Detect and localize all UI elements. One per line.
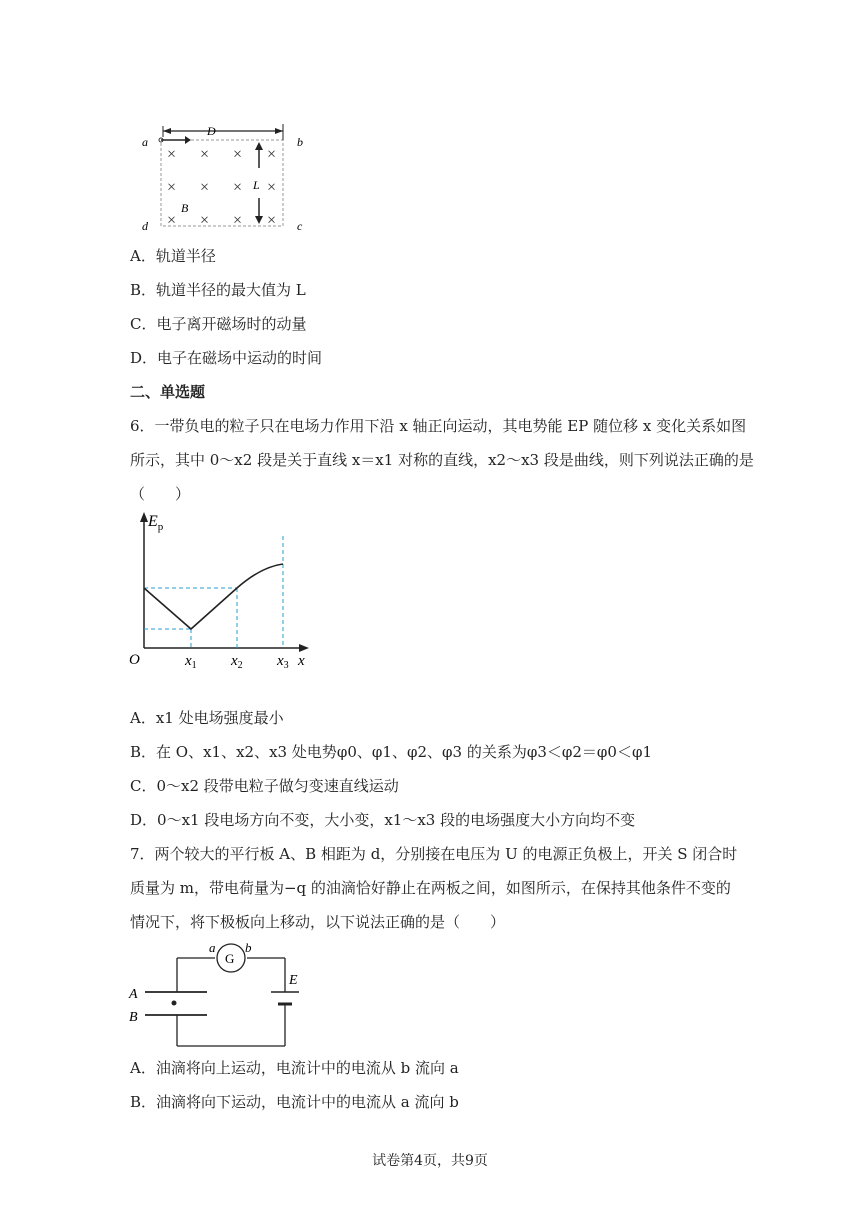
y-axis-label: $E_p$ — [148, 513, 164, 533]
q6-stem-line3: （ ） — [130, 485, 191, 503]
origin-label: O — [129, 652, 140, 668]
svg-text:×: × — [233, 212, 243, 229]
plate-a-label: A — [129, 987, 138, 1002]
q7-option-a: A．油滴将向上运动，电流计中的电流从 b 流向 a — [130, 1059, 459, 1077]
q6-option-a: A．x1 处电场强度最小 — [130, 709, 284, 727]
corner-b: b — [297, 135, 303, 149]
corner-d: d — [142, 219, 148, 233]
battery-label: E — [289, 973, 298, 988]
svg-text:×: × — [200, 179, 210, 196]
svg-text:×: × — [233, 179, 243, 196]
x2-tick-label: $x_2$ — [231, 653, 243, 671]
field-label: B — [181, 201, 189, 215]
svg-text:×: × — [200, 212, 210, 229]
x3-tick-label: $x_3$ — [277, 653, 289, 671]
corner-c: c — [297, 219, 303, 233]
q6-option-b: B．在 O、x1、x2、x3 处电势φ0、φ1、φ2、φ3 的关系为φ3＜φ2＝φ0＜φ1 — [130, 743, 653, 761]
corner-a: a — [142, 135, 148, 149]
q5-option-a: A．轨道半径 — [130, 247, 216, 265]
q6-option-d: D．0～x1 段电场方向不变，大小变，x1～x3 段的电场强度大小方向均不变 — [130, 811, 636, 829]
q7-stem-line3: 情况下，将下极板向上移动，以下说法正确的是（ ） — [130, 913, 506, 931]
svg-text:×: × — [167, 179, 177, 196]
field-boundary — [161, 140, 283, 226]
svg-text:×: × — [167, 146, 177, 163]
x1-tick-label: $x_1$ — [185, 653, 197, 671]
q6-option-c: C．0～x2 段带电粒子做匀变速直线运动 — [130, 777, 399, 795]
svg-text:×: × — [233, 146, 243, 163]
svg-text:×: × — [267, 179, 277, 196]
oil-droplet — [172, 1001, 177, 1006]
q6-stem-line1: 6．一带负电的粒子只在电场力作用下沿 x 轴正向运动，其电势能 EP 随位移 x 变化关系如图 — [130, 417, 747, 435]
q7-option-b: B．油滴将向下运动，电流计中的电流从 a 流向 b — [130, 1093, 459, 1111]
q5-option-d: D．电子在磁场中运动的时间 — [130, 349, 323, 367]
terminal-b-label: b — [245, 940, 252, 955]
page-footer: 试卷第4页，共9页 — [372, 1153, 488, 1169]
galvanometer-label: G — [225, 951, 235, 966]
svg-text:×: × — [267, 212, 277, 229]
terminal-a-label: a — [209, 940, 216, 955]
x-axis-label: x — [298, 653, 305, 669]
q6-stem-line2: 所示，其中 0～x2 段是关于直线 x＝x1 对称的直线，x2～x3 段是曲线，则下列说法正确的是 — [130, 451, 754, 469]
ep-curve — [144, 564, 283, 629]
section-title: 二、单选题 — [130, 383, 206, 401]
svg-text:×: × — [167, 212, 177, 229]
guide-lines — [144, 536, 283, 648]
q5-option-c: C．电子离开磁场时的动量 — [130, 315, 307, 333]
q7-stem-line1: 7．两个较大的平行板 A、B 相距为 d，分别接在电压为 U 的电源正负极上，开关 S 闭合时 — [130, 845, 738, 863]
svg-text:×: × — [200, 146, 210, 163]
svg-text:×: × — [267, 146, 277, 163]
potential-energy-graph — [125, 508, 315, 673]
width-label: D — [207, 124, 216, 138]
height-label: L — [253, 178, 260, 192]
plate-b-label: B — [129, 1010, 138, 1025]
magnetic-field-figure — [135, 120, 315, 235]
capacitor-circuit-figure — [125, 940, 315, 1055]
q5-option-b: B．轨道半径的最大值为 L — [130, 281, 306, 299]
q7-stem-line2: 质量为 m，带电荷量为−q 的油滴恰好静止在两板之间，如图所示，在保持其他条件不变的 — [130, 879, 731, 897]
